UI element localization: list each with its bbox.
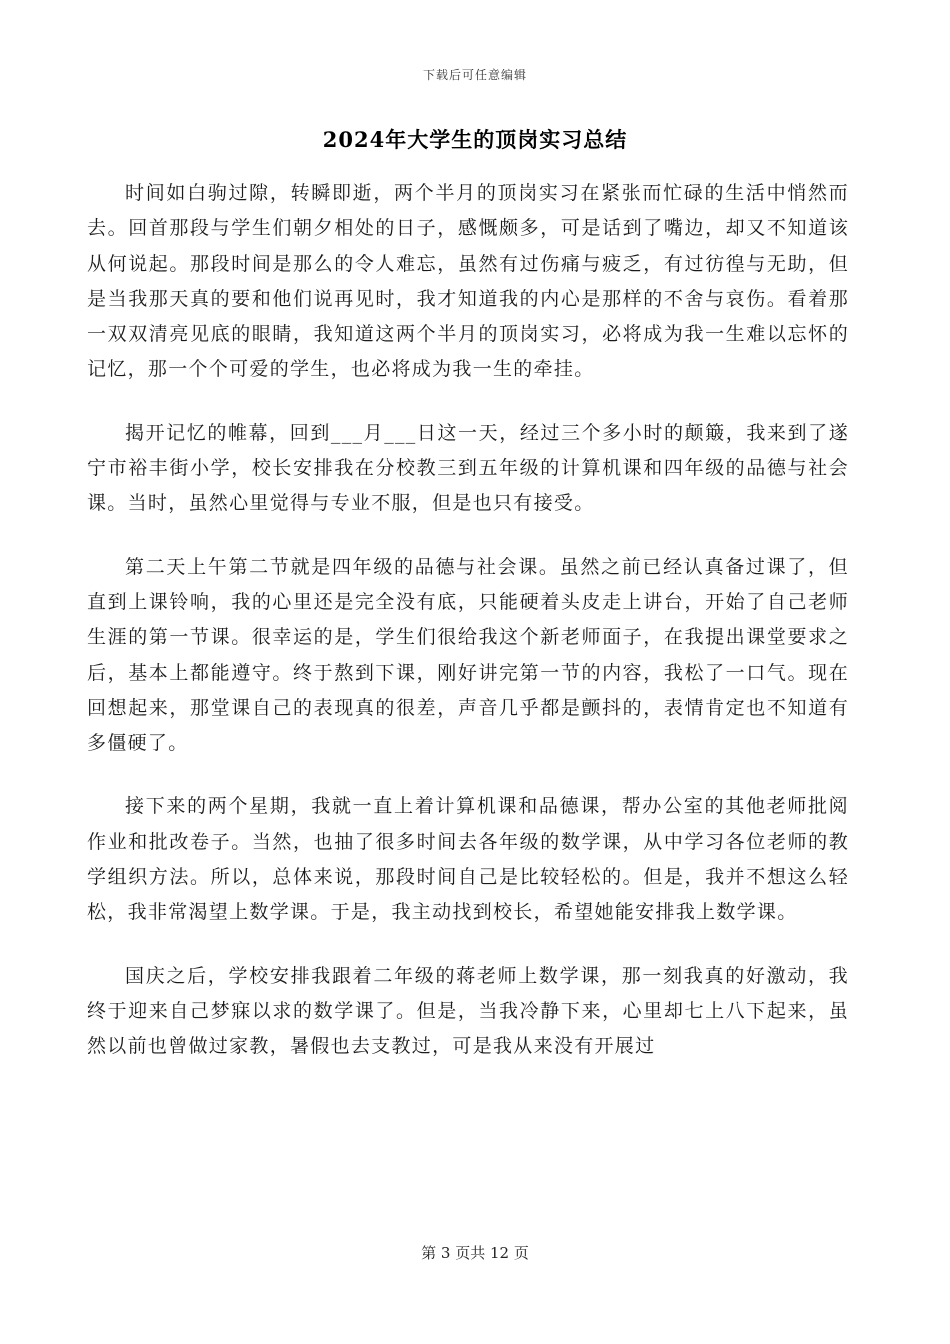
paragraph: 接下来的两个星期，我就一直上着计算机课和品德课，帮办公室的其他老师批阅作业和批改卷子。当然，也抽了很多时间去各年级的数学课，从中学习各位老师的教学组织方法。所以，总体来说，那段时间自己是比较轻松的。但是，我并不想这么轻松，我非常渴望上数学课。于是，我主动找到校长，希望她能安排我上数学课。 xyxy=(87,795,849,924)
paragraph: 时间如白驹过隙，转瞬即逝，两个半月的顶岗实习在紧张而忙碌的生活中悄然而去。回首那段与学生们朝夕相处的日子，感慨颇多，可是话到了嘴边，却又不知道该从何说起。那段时间是那么的令人难忘，虽然有过伤痛与疲乏，有过彷徨与无助，但是当我那天真的要和他们说再见时，我才知道我的内心是那样的不舍与哀伤。看着那一双双清亮见底的眼睛，我知道这两个半月的顶岗实习，必将成为我一生难以忘怀的记忆，那一个个可爱的学生，也必将成为我一生的牵挂。 xyxy=(87,182,849,381)
header-note: 下载后可任意编辑 xyxy=(422,68,527,82)
paragraph: 第二天上午第二节就是四年级的品德与社会课。虽然之前已经认真备过课了，但直到上课铃响，我的心里还是完全没有底，只能硬着头皮走上讲台，开始了自己老师生涯的第一节课。很幸运的是，学生们很给我这个新老师面子，在我提出课堂要求之后，基本上都能遵守。终于熬到下课，刚好讲完第一节的内容，我松了一口气。现在回想起来，那堂课自己的表现真的很差，声音几乎都是颤抖的，表情肯定也不知道有多僵硬了。 xyxy=(87,555,849,755)
page-number-footer: 第 3 页共 12 页 xyxy=(421,1244,529,1262)
paragraph: 国庆之后，学校安排我跟着二年级的蒋老师上数学课，那一刻我真的好激动，我终于迎来自己梦寐以求的数学课了。但是，当我冷静下来，心里却七上八下起来，虽然以前也曾做过家教，暑假也去支教过，可是我从来没有开展过 xyxy=(87,964,849,1058)
document-title: 2024年大学生的顶岗实习总结 xyxy=(322,127,628,152)
document-body xyxy=(87,176,849,1093)
paragraph: 揭开记忆的帷幕，回到___月___日这一天，经过三个多小时的颠簸，我来到了遂宁市裕丰街小学，校长安排我在分校教三到五年级的计算机课和四年级的品德与社会课。当时，虽然心里觉得与专业不服，但是也只有接受。 xyxy=(87,421,849,515)
